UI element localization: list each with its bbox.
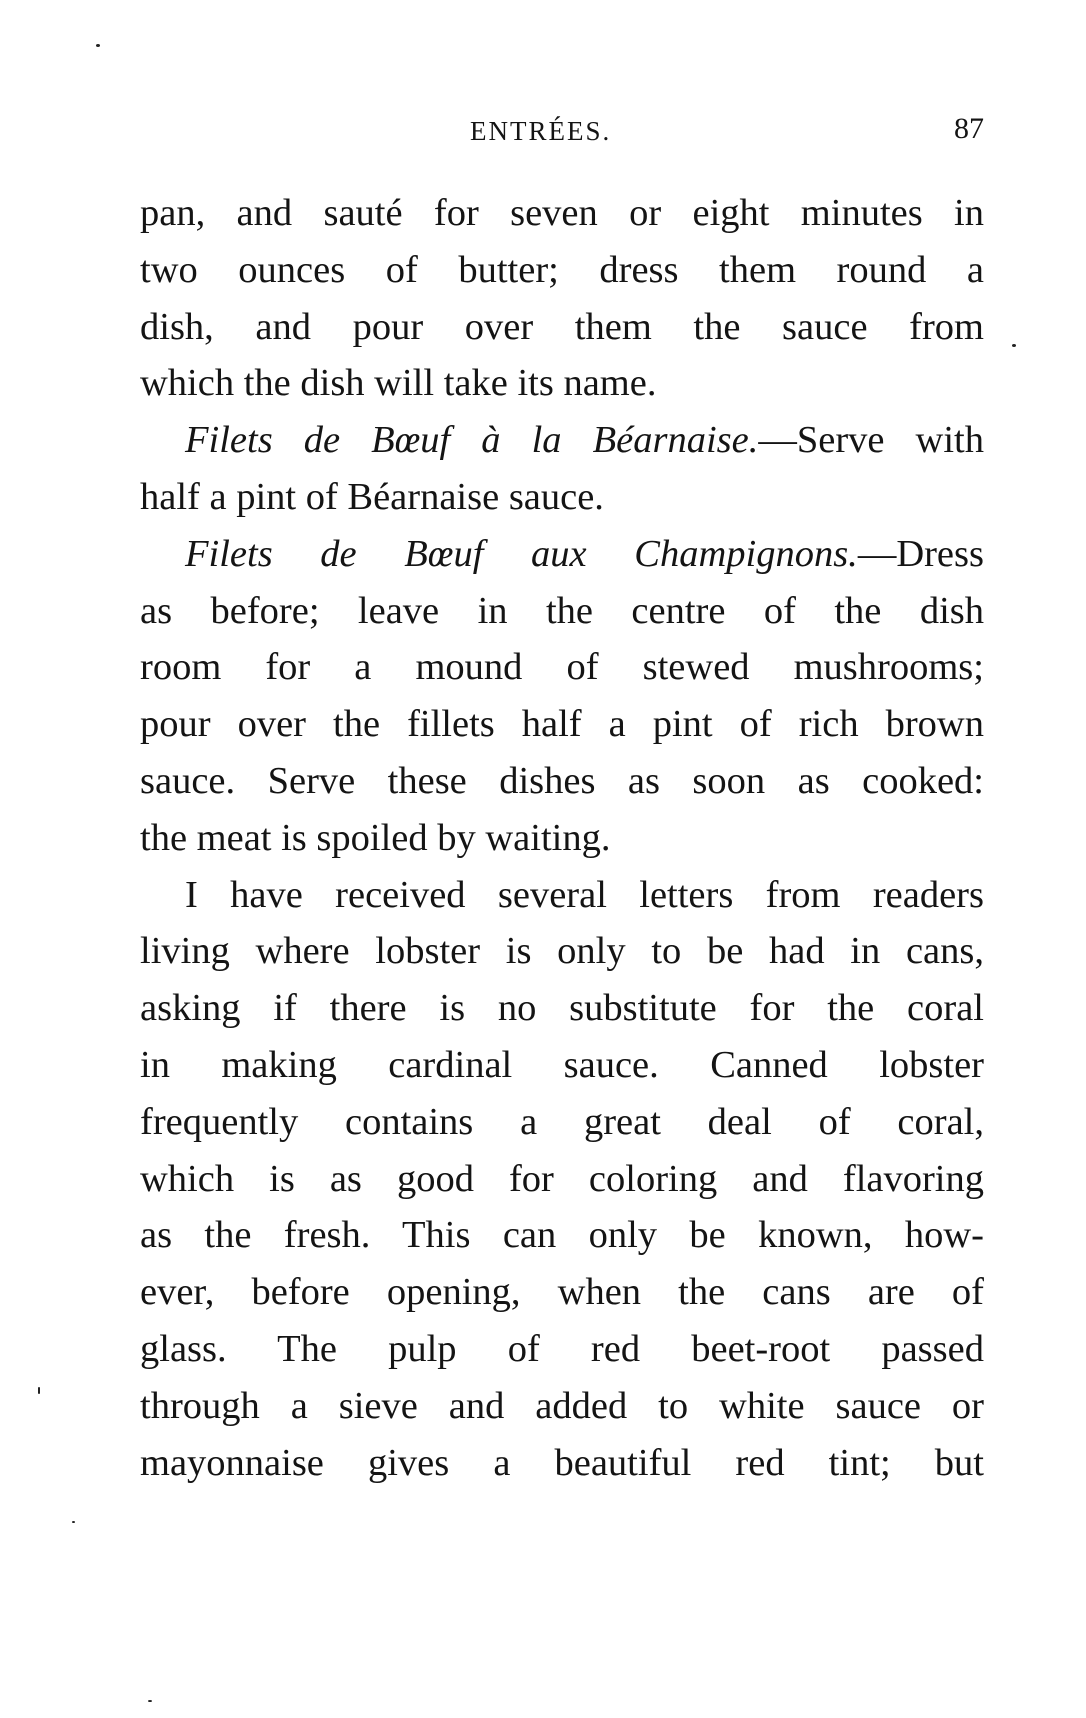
- recipe-title: Filets de Bœuf à la Béarnaise.: [185, 419, 759, 462]
- text-line: living where lobster is only to be had in cans,: [140, 930, 984, 973]
- recipe-lead-text: —Dress: [857, 532, 984, 575]
- text-line: as before; leave in the centre of the dish: [140, 589, 984, 632]
- running-head: [140, 110, 984, 150]
- text-line: glass. The pulp of red beet-root passed: [140, 1327, 984, 1370]
- text-line: half a pint of Béarnaise sauce.: [140, 475, 604, 518]
- text-line: in making cardinal sauce. Canned lobster: [140, 1043, 984, 1086]
- text-line: mayonnaise gives a beautiful red tint; but: [140, 1441, 984, 1484]
- text-line: room for a mound of stewed mushrooms;: [140, 646, 984, 689]
- scan-speck: [38, 1387, 40, 1394]
- recipe-lead-text: —Serve with: [758, 419, 984, 462]
- recipe-title: Filets de Bœuf aux Champignons.: [185, 532, 858, 575]
- scan-speck: [1012, 344, 1016, 347]
- text-line: I have received several letters from readers: [185, 873, 984, 916]
- recipe-heading-line: [140, 526, 984, 583]
- scan-speck: [72, 1521, 75, 1523]
- text-line: ever, before opening, when the cans are of: [140, 1271, 984, 1314]
- text-line: through a sieve and added to white sauce or: [140, 1384, 984, 1427]
- text-line: which is as good for coloring and flavoring: [140, 1157, 984, 1200]
- body-text: [140, 185, 984, 1491]
- text-line: asking if there is no substitute for the coral: [140, 987, 984, 1030]
- text-line: pour over the fillets half a pint of rich brown: [140, 703, 984, 746]
- page-number: 87: [954, 112, 984, 145]
- running-title: ENTRÉES.: [470, 116, 612, 146]
- scan-speck: [96, 44, 100, 47]
- text-line: pan, and sauté for seven or eight minutes in: [140, 192, 984, 234]
- text-line: which the dish will take its name.: [140, 362, 657, 405]
- text-line: as the fresh. This can only be known, how-: [140, 1214, 984, 1257]
- text-line: the meat is spoiled by waiting.: [140, 816, 611, 859]
- text-line: two ounces of butter; dress them round a: [140, 248, 984, 291]
- scan-speck: [148, 1700, 152, 1702]
- text-line: frequently contains a great deal of coral,: [140, 1100, 984, 1143]
- text-line: sauce. Serve these dishes as soon as cooked:: [140, 759, 984, 802]
- text-line: dish, and pour over them the sauce from: [140, 305, 984, 348]
- recipe-heading-line: [140, 412, 984, 469]
